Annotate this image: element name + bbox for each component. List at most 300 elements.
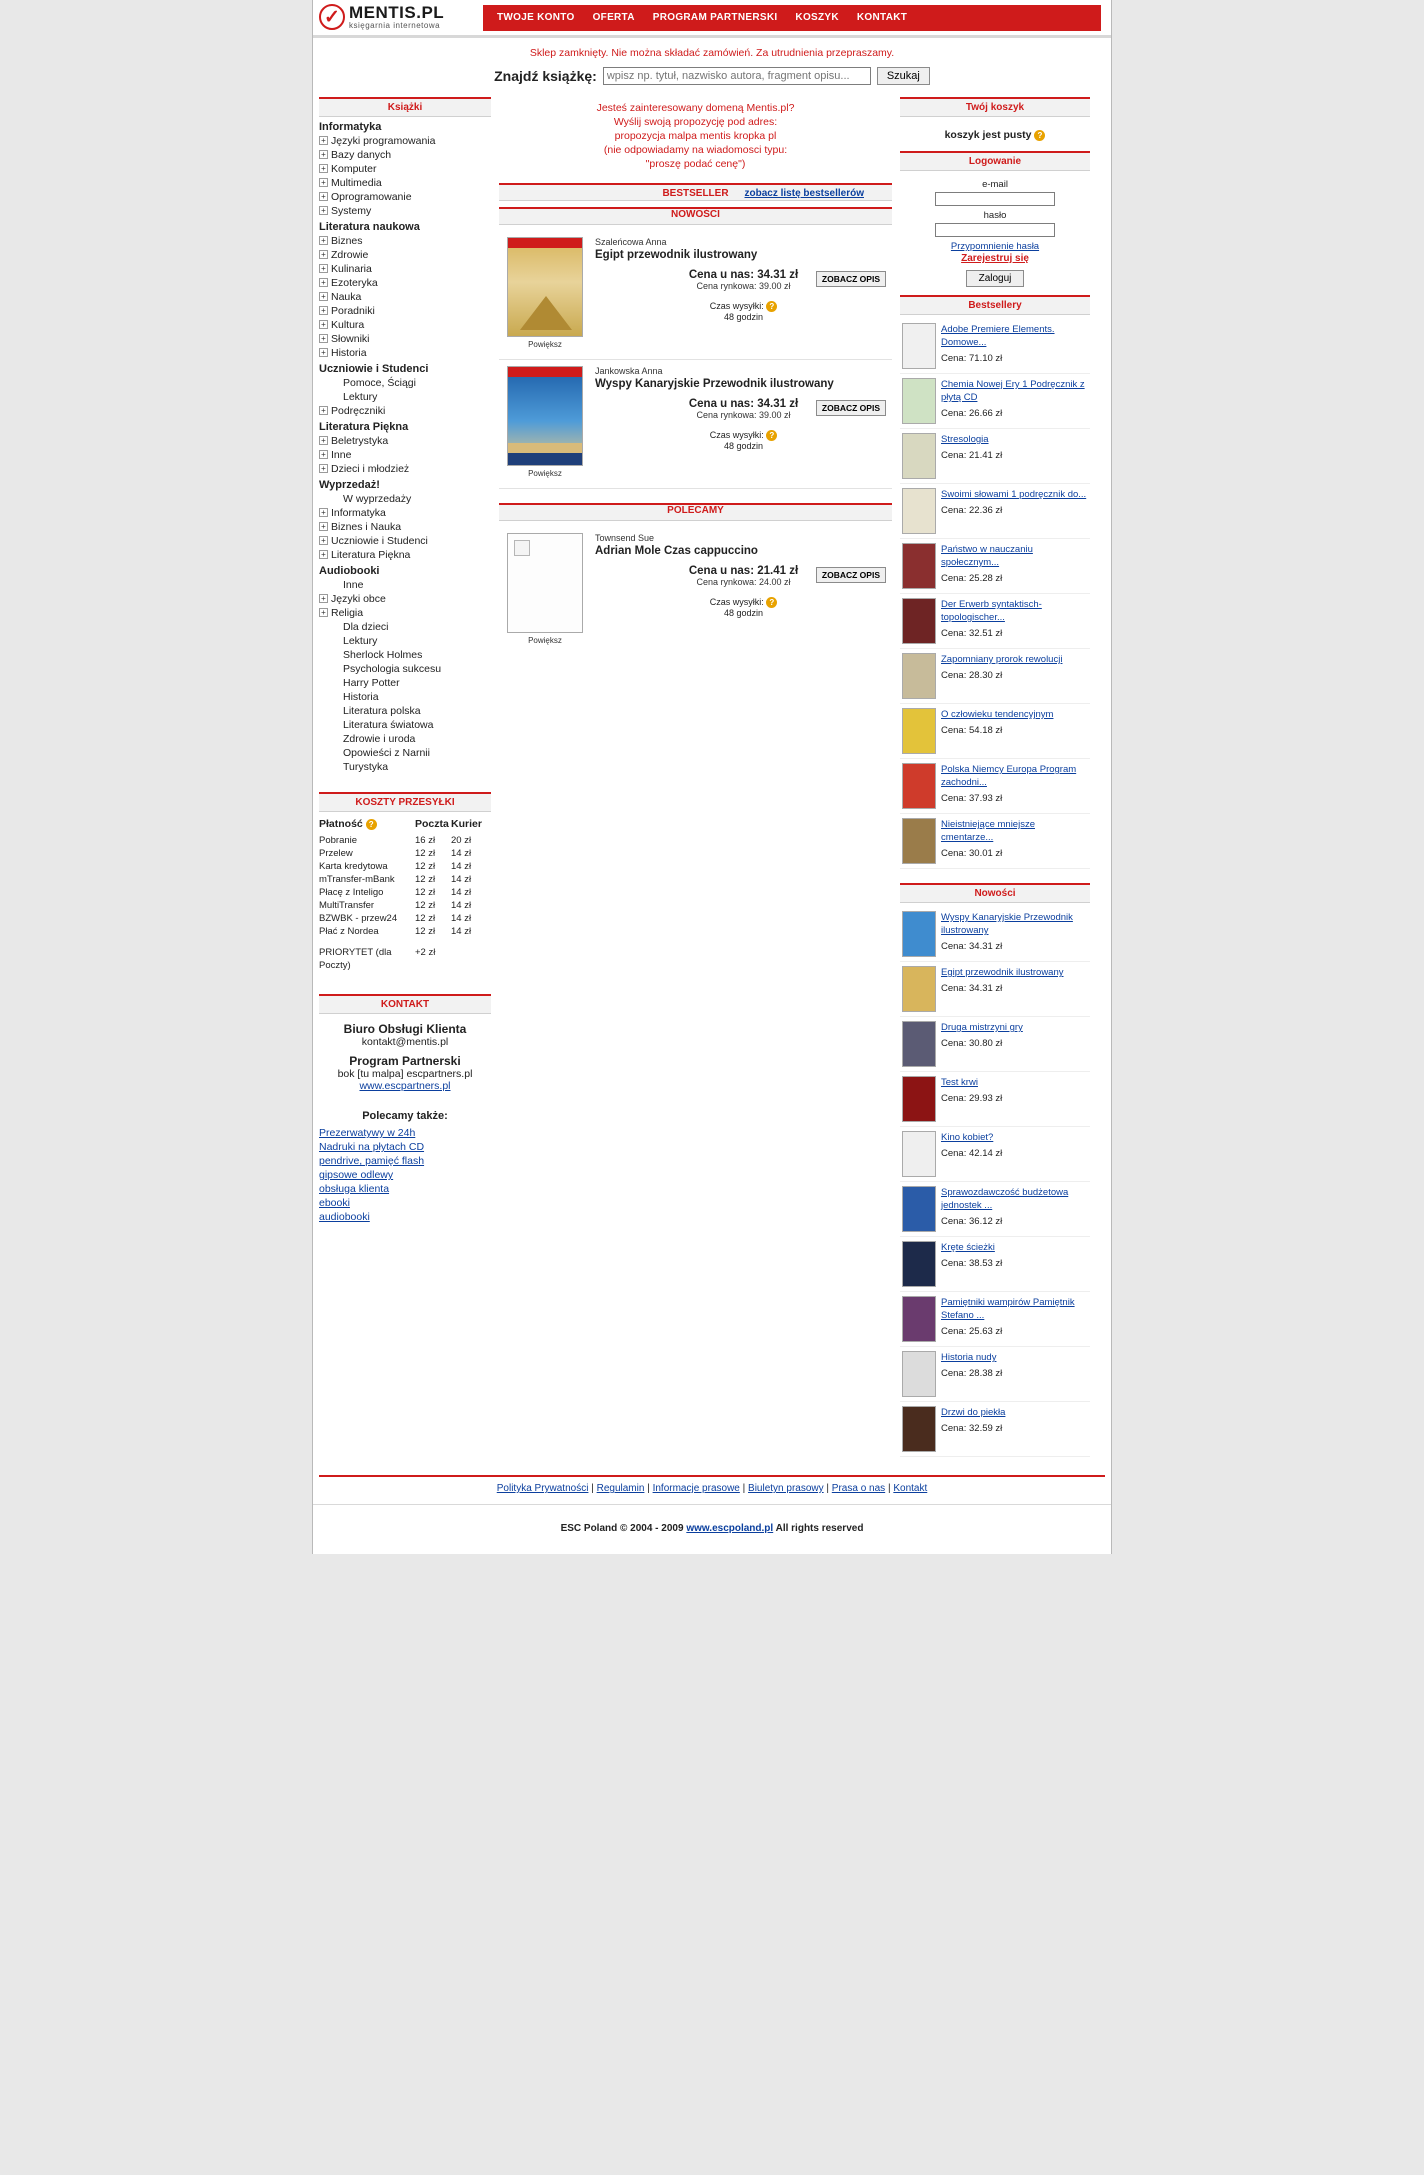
list-item[interactable] (900, 484, 1090, 539)
book-price: Cena: 30.80 zł (941, 1038, 1003, 1049)
expand-icon[interactable]: + (319, 348, 328, 357)
expand-icon[interactable]: + (319, 550, 328, 559)
list-item[interactable] (900, 594, 1090, 649)
site-header (313, 0, 1111, 38)
category-group-uczniowie-studenci[interactable]: Uczniowie i Studenci (319, 363, 429, 375)
book-thumb[interactable] (902, 543, 936, 589)
book-title-link[interactable]: Kino kobiet? (941, 1132, 994, 1143)
product-price-block (595, 398, 892, 451)
list-item[interactable] (900, 704, 1090, 759)
password-field[interactable] (935, 223, 1055, 237)
book-price: Cena: 29.93 zł (941, 1093, 1003, 1104)
sidebar-item-literatura-swiatowa[interactable]: Literatura światowa (343, 719, 434, 731)
product-author: Townsend Sue (595, 533, 655, 543)
book-title-link[interactable]: O człowieku tendencyjnym (941, 709, 1054, 720)
shipping-post: 12 zł (415, 861, 436, 872)
book-thumb[interactable] (902, 433, 936, 479)
recommend-link-ebooki[interactable]: ebooki (319, 1197, 350, 1209)
see-description-button[interactable]: ZOBACZ OPIS (816, 271, 886, 287)
footer-links (319, 1475, 1105, 1494)
product-thumb-wrap[interactable] (499, 533, 591, 645)
book-thumb[interactable] (902, 1406, 936, 1452)
sidebar-item-nauka[interactable] (319, 290, 491, 304)
shipping-name: PRIORYTET (dla Poczty) (319, 947, 392, 971)
expand-icon[interactable]: + (319, 594, 328, 603)
list-item[interactable] (900, 1402, 1090, 1457)
shipping-name: Płać z Nordea (319, 926, 379, 937)
partner-title: Program Partnerski (349, 1054, 461, 1068)
shipping-name: Pobranie (319, 835, 358, 846)
nav-item-offer[interactable]: OFERTA (592, 12, 635, 23)
sidebar-item-label: Religia (331, 607, 364, 619)
polecamy-label: POLECAMY (667, 505, 724, 516)
main-content (499, 97, 892, 655)
sidebar-item-kultura[interactable] (319, 318, 491, 332)
sidebar-item-zdrowie[interactable] (319, 248, 491, 262)
shipping-col-payment: Płatność ? (319, 818, 415, 830)
list-item[interactable] (900, 1072, 1090, 1127)
product-price-our: Cena u nas: 34.31 zł (688, 269, 799, 281)
book-title-link[interactable]: Adobe Premiere Elements. Domowe... (941, 324, 1055, 348)
magnify-link[interactable]: Powiększ (528, 340, 562, 349)
expand-icon[interactable]: + (319, 278, 328, 287)
cart-empty-message: koszyk jest pusty ? (900, 121, 1090, 151)
shipping-header: KOSZTY PRZESYŁKI (319, 792, 491, 812)
see-description-button[interactable]: ZOBACZ OPIS (816, 400, 886, 416)
book-thumb[interactable] (902, 911, 936, 957)
shipping-name: MultiTransfer (319, 900, 375, 911)
expand-icon[interactable]: + (319, 192, 328, 201)
footer-sep: | (826, 1483, 830, 1494)
expand-icon[interactable]: + (319, 250, 328, 259)
expand-icon[interactable]: + (319, 150, 328, 159)
cover-top-band (508, 367, 582, 377)
help-icon[interactable]: ? (766, 430, 777, 441)
product-ship-time: Czas wysyłki: ? 48 godzin (595, 430, 892, 451)
shipping-name: mTransfer-mBank (319, 874, 395, 885)
book-price: Cena: 34.31 zł (941, 983, 1003, 994)
sidebar-item-systemy[interactable] (319, 204, 491, 218)
book-thumb[interactable] (902, 378, 936, 424)
category-group-literatura-piekna[interactable]: Literatura Piękna (319, 421, 409, 433)
book-thumb[interactable] (902, 966, 936, 1012)
sidebar-item-oprogramowanie[interactable] (319, 190, 491, 204)
sidebar-item-opowiesci-z-narnii[interactable]: Opowieści z Narnii (343, 747, 430, 759)
sidebar-item-poradniki[interactable] (319, 304, 491, 318)
product-title[interactable]: Egipt przewodnik ilustrowany (595, 249, 758, 261)
shipping-post: 16 zł (415, 835, 436, 846)
book-thumb[interactable] (902, 1131, 936, 1177)
book-price: Cena: 71.10 zł (941, 353, 1003, 364)
expand-icon[interactable]: + (319, 522, 328, 531)
book-title-link[interactable]: Pamiętniki wampirów Pamiętnik Stefano ... (941, 1297, 1075, 1321)
book-title-link[interactable]: Historia nudy (941, 1352, 997, 1363)
sidebar-item-label: Biznes (331, 235, 363, 247)
expand-icon[interactable]: + (319, 164, 328, 173)
shipping-courier: 14 zł (451, 887, 472, 898)
list-item[interactable] (900, 1127, 1090, 1182)
product-cover-image[interactable] (507, 366, 583, 466)
expand-icon[interactable]: + (319, 136, 328, 145)
nav-item-partner-program[interactable]: PROGRAM PARTNERSKI (652, 12, 778, 23)
product-author: Szaleńcowa Anna (595, 237, 667, 247)
book-thumb[interactable] (902, 488, 936, 534)
book-thumb[interactable] (902, 1021, 936, 1067)
product-thumb-wrap[interactable] (499, 366, 591, 478)
product-thumb-wrap[interactable] (499, 237, 591, 349)
expand-icon[interactable]: + (319, 508, 328, 517)
search-label: Znajdź książkę: (494, 68, 597, 84)
shipping-post: 12 zł (415, 874, 436, 885)
help-icon[interactable]: ? (366, 819, 377, 830)
list-item[interactable] (900, 1182, 1090, 1237)
recommend-link-prezerwatywy[interactable]: Prezerwatywy w 24h (319, 1127, 416, 1139)
sidebar-item-beletrystyka[interactable] (319, 434, 491, 448)
footer-sep: | (742, 1483, 746, 1494)
book-title-link[interactable]: Drzwi do piekła (941, 1407, 1006, 1418)
sidebar-item-wyprzedaz-informatyka[interactable] (319, 506, 491, 520)
sidebar-item-podreczniki[interactable] (319, 404, 491, 418)
book-price: Cena: 32.51 zł (941, 628, 1003, 639)
bestsellers-list (900, 319, 1090, 869)
contact-header: KONTAKT (319, 994, 491, 1014)
search-bar (313, 67, 1111, 97)
recommend-link-gipsowe-odlewy[interactable]: gipsowe odlewy (319, 1169, 394, 1181)
product-cover-image[interactable] (507, 237, 583, 337)
sidebar-item-label: Informatyka (331, 507, 386, 519)
table-row (319, 886, 491, 899)
list-item[interactable] (900, 907, 1090, 962)
sidebar-item-jezyki-programowania[interactable] (319, 134, 491, 148)
list-item[interactable] (900, 319, 1090, 374)
book-title-link[interactable]: Sprawozdawczość budżetowa jednostek ... (941, 1187, 1069, 1211)
book-title-link[interactable]: Swoimi słowami 1 podręcznik do... (941, 489, 1087, 500)
expand-icon[interactable]: + (319, 236, 328, 245)
book-thumb[interactable] (902, 1241, 936, 1287)
sidebar-item-label: Podręczniki (331, 405, 386, 417)
sidebar-item-label: Języki programowania (331, 135, 436, 147)
expand-icon[interactable]: + (319, 292, 328, 301)
sidebar-item-slowniki[interactable] (319, 332, 491, 346)
table-row (319, 860, 491, 873)
footer-link-privacy[interactable]: Polityka Prywatności (496, 1483, 589, 1494)
expand-icon[interactable]: + (319, 178, 328, 187)
sidebar-item-ezoteryka[interactable] (319, 276, 491, 290)
magnify-link[interactable]: Powiększ (528, 636, 562, 645)
book-thumb[interactable] (902, 763, 936, 809)
cart-header: Twój koszyk (900, 97, 1090, 117)
contact-block (319, 1022, 491, 1092)
book-title-link[interactable]: Test krwi (941, 1077, 978, 1088)
sidebar-item-bazy-danych[interactable] (319, 148, 491, 162)
sidebar-item-label: Kulinaria (331, 263, 372, 275)
magnify-link[interactable]: Powiększ (528, 469, 562, 478)
shipping-courier: 14 zł (451, 913, 472, 924)
search-button[interactable]: Szukaj (877, 67, 930, 85)
product-card[interactable] (499, 231, 892, 360)
help-icon[interactable]: ? (766, 597, 777, 608)
book-price: Cena: 30.01 zł (941, 848, 1003, 859)
sidebar-item-label: Języki obce (331, 593, 386, 605)
list-item[interactable] (900, 759, 1090, 814)
book-cover-art (508, 534, 582, 632)
sidebar-item-dla-dzieci[interactable]: Dla dzieci (343, 621, 389, 633)
list-item[interactable] (900, 814, 1090, 869)
domain-promo (499, 97, 892, 183)
sidebar-item-label: Kultura (331, 319, 365, 331)
sidebar-item-pomoce-sciagi[interactable]: Pomoce, Ściągi (343, 377, 416, 389)
book-thumb[interactable] (902, 598, 936, 644)
book-title-link[interactable]: Egipt przewodnik ilustrowany (941, 967, 1064, 978)
sidebar-books-header: Książki (319, 97, 491, 117)
list-item[interactable] (900, 539, 1090, 594)
book-thumb[interactable] (902, 1351, 936, 1397)
sidebar-item-label: Zdrowie (331, 249, 369, 261)
category-group-literatura-naukowa[interactable]: Literatura naukowa (319, 221, 420, 233)
product-price-block (595, 269, 892, 322)
recommend-link-obsluga-klienta[interactable]: obsługa klienta (319, 1183, 390, 1195)
book-price: Cena: 26.66 zł (941, 408, 1003, 419)
sidebar-item-kulinaria[interactable] (319, 262, 491, 276)
sidebar-item-label: Oprogramowanie (331, 191, 412, 203)
sidebar-item-harry-potter[interactable]: Harry Potter (343, 677, 400, 689)
product-price-market: Cena rynkowa: 39.00 zł (696, 410, 791, 420)
copyright-post: All rights reserved (773, 1523, 864, 1534)
right-sidebar (900, 97, 1090, 1457)
book-title-link[interactable]: Chemia Nowej Ery 1 Podręcznik z płytą CD (941, 379, 1085, 403)
promo-line-1: Jesteś zainteresowany domeną Mentis.pl? (596, 102, 795, 114)
list-item[interactable] (900, 1017, 1090, 1072)
recommend-link-audiobooki[interactable]: audiobooki (319, 1211, 370, 1223)
sidebar-item-label: Beletrystyka (331, 435, 389, 447)
product-ship-time: Czas wysyłki: ? 48 godzin (595, 301, 892, 322)
sidebar-item-multimedia[interactable] (319, 176, 491, 190)
expand-icon[interactable]: + (319, 436, 328, 445)
copyright-link[interactable]: www.escpoland.pl (686, 1523, 774, 1534)
table-row (319, 873, 491, 886)
book-price: Cena: 28.38 zł (941, 1368, 1003, 1379)
sidebar-item-label: Uczniowie i Studenci (331, 535, 428, 547)
password-label: hasło (983, 210, 1007, 221)
bestseller-label: BESTSELLER (662, 188, 729, 199)
shipping-post: 12 zł (415, 848, 436, 859)
table-row (319, 899, 491, 912)
footer-sep: | (887, 1483, 891, 1494)
product-card[interactable] (499, 527, 892, 655)
product-title[interactable]: Adrian Mole Czas cappuccino (595, 545, 758, 557)
list-item[interactable] (900, 1347, 1090, 1402)
product-title[interactable]: Wyspy Kanaryjskie Przewodnik ilustrowany (595, 378, 834, 390)
book-title-link[interactable]: Polska Niemcy Europa Program zachodni... (941, 764, 1077, 788)
table-row (319, 912, 491, 925)
book-title-link[interactable]: Kręte ścieżki (941, 1242, 995, 1253)
book-price: Cena: 21.41 zł (941, 450, 1003, 461)
book-title-link[interactable]: Druga mistrzyni gry (941, 1022, 1023, 1033)
expand-icon[interactable]: + (319, 306, 328, 315)
product-price-block (595, 565, 892, 618)
footer-link-press-info[interactable]: Informacje prasowe (652, 1483, 740, 1494)
sidebar-item-biznes[interactable] (319, 234, 491, 248)
list-item[interactable] (900, 1292, 1090, 1347)
sidebar-item-audio-inne[interactable]: Inne (343, 579, 364, 591)
email-field[interactable] (935, 192, 1055, 206)
expand-icon[interactable]: + (319, 206, 328, 215)
list-item[interactable] (900, 649, 1090, 704)
book-thumb[interactable] (902, 323, 936, 369)
shipping-name: Płacę z Inteligo (319, 887, 384, 898)
sidebar-item-audio-lektury[interactable]: Lektury (343, 635, 378, 647)
promo-line-4: (nie odpowiadamy na wiadomosci typu: (603, 144, 788, 156)
news-list (900, 907, 1090, 1457)
shipping-post: 12 zł (415, 926, 436, 937)
expand-icon[interactable]: + (319, 320, 328, 329)
book-title-link[interactable]: Zapomniany prorok rewolucji (941, 654, 1063, 665)
sidebar-item-lektury[interactable]: Lektury (343, 391, 378, 403)
footer-link-press-about[interactable]: Prasa o nas (831, 1483, 886, 1494)
recommend-links (319, 1126, 491, 1224)
shipping-col-post: Poczta (415, 818, 449, 830)
sidebar-item-label: Historia (331, 347, 367, 359)
sidebar-item-inne[interactable] (319, 448, 491, 462)
list-item[interactable] (900, 962, 1090, 1017)
book-price: Cena: 22.36 zł (941, 505, 1003, 516)
expand-icon[interactable]: + (319, 464, 328, 473)
sidebar-item-w-wyprzedazy[interactable]: W wyprzedaży (343, 493, 412, 505)
book-price: Cena: 38.53 zł (941, 1258, 1003, 1269)
polecamy-strip (499, 503, 892, 521)
sidebar-item-sherlock-holmes[interactable]: Sherlock Holmes (343, 649, 423, 661)
help-icon[interactable]: ? (766, 301, 777, 312)
sidebar-item-label: Multimedia (331, 177, 382, 189)
shipping-post: 12 zł (415, 900, 436, 911)
product-card[interactable] (499, 360, 892, 489)
sidebar-item-label: Ezoteryka (331, 277, 378, 289)
shipping-courier: 14 zł (451, 874, 472, 885)
book-thumb[interactable] (902, 1296, 936, 1342)
expand-icon[interactable]: + (319, 536, 328, 545)
shipping-name: Karta kredytowa (319, 861, 388, 872)
sidebar-item-label: Inne (331, 449, 352, 461)
book-price: Cena: 28.30 zł (941, 670, 1003, 681)
book-title-link[interactable]: Nieistniejące mniejsze cmentarze... (941, 819, 1035, 843)
sidebar-item-wyprzedaz-literatura-piekna[interactable] (319, 548, 491, 562)
sidebar-item-turystyka[interactable]: Turystyka (343, 761, 389, 773)
sidebar-item-religia[interactable] (319, 606, 491, 620)
list-item[interactable] (900, 429, 1090, 484)
shop-closed-notice: Sklep zamknięty. Nie można składać zamówień. Za utrudnienia przepraszamy. (529, 47, 895, 59)
help-icon[interactable]: ? (1034, 130, 1045, 141)
sidebar-item-psychologia-sukcesu[interactable]: Psychologia sukcesu (343, 663, 442, 675)
book-title-link[interactable]: Wyspy Kanaryjskie Przewodnik ilustrowany (941, 912, 1073, 936)
bestseller-list-link[interactable]: zobacz listę bestsellerów (744, 188, 864, 199)
product-ship-time: Czas wysyłki: ? 48 godzin (595, 597, 892, 618)
partner-website-link[interactable]: www.escpartners.pl (359, 1080, 451, 1092)
sidebar-item-literatura-polska[interactable]: Literatura polska (343, 705, 421, 717)
category-group-audiobooki[interactable]: Audiobooki (319, 565, 380, 577)
footer-sep: | (591, 1483, 594, 1494)
search-input[interactable] (603, 67, 871, 85)
book-thumb[interactable] (902, 653, 936, 699)
book-title-link[interactable]: Der Erwerb syntaktisch-topologischer... (941, 599, 1042, 623)
sidebar-item-dzieci-mlodziez[interactable] (319, 462, 491, 476)
nav-item-cart[interactable]: KOSZYK (795, 12, 839, 23)
list-item[interactable] (900, 1237, 1090, 1292)
site-shell (312, 0, 1112, 1554)
bok-title: Biuro Obsługi Klienta (343, 1022, 467, 1036)
book-price: Cena: 36.12 zł (941, 1216, 1003, 1227)
book-thumb[interactable] (902, 1186, 936, 1232)
logo-title: MENTIS.PL (349, 3, 445, 23)
expand-icon[interactable]: + (319, 608, 328, 617)
table-row (319, 946, 491, 972)
partner-email: bok [tu malpa] escpartners.pl (337, 1068, 473, 1080)
expand-icon[interactable]: + (319, 264, 328, 273)
sidebar-item-label: Dzieci i młodzież (331, 463, 410, 475)
list-item[interactable] (900, 374, 1090, 429)
sidebar-item-jezyki-obce[interactable] (319, 592, 491, 606)
product-price-market: Cena rynkowa: 39.00 zł (696, 281, 791, 291)
nav-item-contact[interactable]: KONTAKT (856, 12, 908, 23)
book-title-link[interactable]: Państwo w nauczaniu społecznym... (941, 544, 1033, 568)
register-link[interactable]: Zarejestruj się (961, 253, 1029, 264)
sidebar-item-audio-historia[interactable]: Historia (343, 691, 379, 703)
table-row (319, 834, 491, 847)
recommend-link-nadruki-cd[interactable]: Nadruki na płytach CD (319, 1141, 425, 1153)
sidebar-item-wyprzedaz-uczniowie[interactable] (319, 534, 491, 548)
shipping-table-header (319, 818, 491, 830)
copyright (313, 1511, 1111, 1550)
product-price-market: Cena rynkowa: 24.00 zł (696, 577, 791, 587)
sidebar-item-zdrowie-uroda[interactable]: Zdrowie i uroda (343, 733, 416, 745)
footer-link-press-bulletin[interactable]: Biuletyn prasowy (748, 1483, 824, 1494)
category-group-informatyka[interactable]: Informatyka (319, 121, 382, 133)
sidebar-item-historia[interactable] (319, 346, 491, 360)
footer-link-terms[interactable]: Regulamin (596, 1483, 645, 1494)
see-description-button[interactable]: ZOBACZ OPIS (816, 567, 886, 583)
nav-item-account[interactable]: TWOJE KONTO (497, 12, 575, 23)
promo-line-2: Wyślij swoją propozycję pod adres: (613, 116, 778, 128)
password-reminder-link[interactable]: Przypomnienie hasła (950, 241, 1040, 252)
product-author: Jankowska Anna (595, 366, 663, 376)
book-cover-art (508, 238, 582, 336)
footer-link-contact[interactable]: Kontakt (893, 1483, 928, 1494)
sidebar-item-label: Poradniki (331, 305, 375, 317)
recommend-link-pendrive[interactable]: pendrive, pamięć flash (319, 1155, 425, 1167)
category-group-wyprzedaz[interactable]: Wyprzedaż! (319, 479, 380, 491)
book-title-link[interactable]: Stresologia (941, 434, 989, 445)
login-header: Logowanie (900, 151, 1090, 171)
expand-icon[interactable]: + (319, 334, 328, 343)
book-thumb[interactable] (902, 708, 936, 754)
sidebar-item-komputer[interactable] (319, 162, 491, 176)
recommend-title: Polecamy także: (362, 1110, 448, 1122)
shipping-courier: 14 zł (451, 848, 472, 859)
book-thumb[interactable] (902, 1076, 936, 1122)
shipping-col-courier: Kurier (451, 818, 482, 830)
book-price: Cena: 25.63 zł (941, 1326, 1003, 1337)
book-price: Cena: 54.18 zł (941, 725, 1003, 736)
book-thumb[interactable] (902, 818, 936, 864)
expand-icon[interactable]: + (319, 450, 328, 459)
promo-line-5: "proszę podać cenę") (645, 158, 746, 170)
product-cover-image[interactable] (507, 533, 583, 633)
site-logo[interactable] (313, 4, 483, 30)
login-button[interactable]: Zaloguj (966, 270, 1025, 287)
sidebar-item-wyprzedaz-biznes-nauka[interactable] (319, 520, 491, 534)
shipping-name: BZWBK - przew24 (319, 913, 398, 924)
expand-icon[interactable]: + (319, 406, 328, 415)
table-row (319, 925, 491, 938)
